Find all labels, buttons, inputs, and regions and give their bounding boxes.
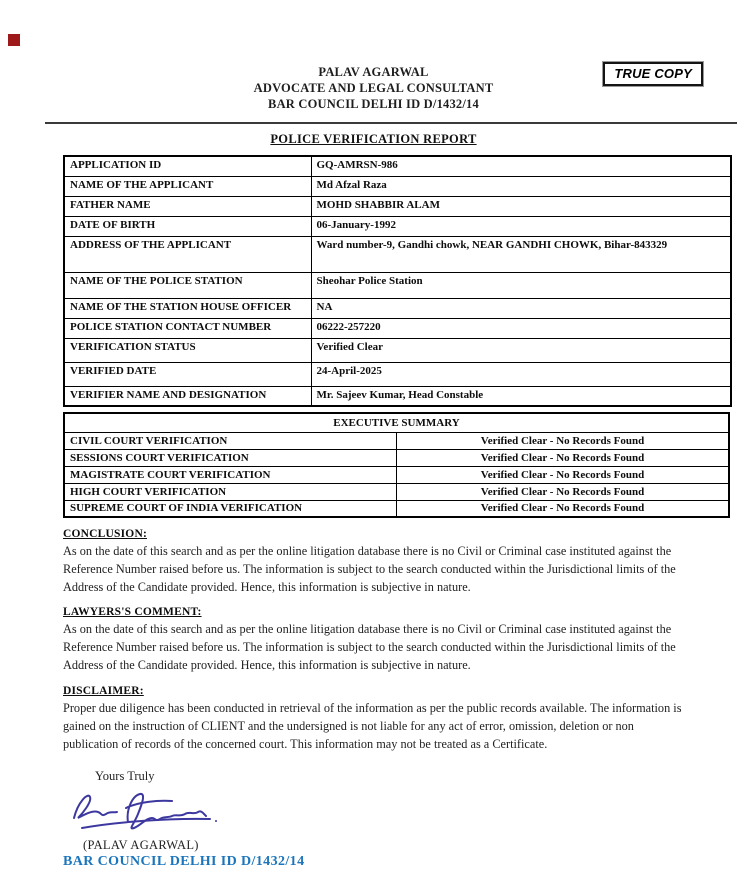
field-label: FATHER NAME: [64, 196, 311, 216]
field-value: Mr. Sajeev Kumar, Head Constable: [311, 386, 731, 406]
field-value: MOHD SHABBIR ALAM: [311, 196, 731, 216]
true-copy-stamp: TRUE COPY: [603, 62, 703, 86]
field-value: Verified Clear - No Records Found: [397, 466, 730, 483]
bar-council-id: BAR COUNCIL DELHI ID D/1432/14: [63, 854, 305, 870]
advocate-role: ADVOCATE AND LEGAL CONSULTANT: [253, 81, 494, 95]
field-label: NAME OF THE POLICE STATION: [64, 272, 311, 298]
advocate-bar-id: BAR COUNCIL DELHI ID D/1432/14: [268, 97, 479, 111]
table-row: [64, 483, 729, 500]
table-row: [64, 272, 731, 298]
field-value: Verified Clear: [311, 338, 731, 362]
field-label: NAME OF THE APPLICANT: [64, 176, 311, 196]
field-label: MAGISTRATE COURT VERIFICATION: [64, 466, 397, 483]
field-value: Verified Clear - No Records Found: [397, 500, 730, 517]
table-row: [64, 156, 731, 176]
conclusion-heading: CONCLUSION:: [63, 528, 147, 540]
field-label: DATE OF BIRTH: [64, 216, 311, 236]
corner-marker: [8, 34, 20, 46]
field-label: ADDRESS OF THE APPLICANT: [64, 236, 311, 272]
page-title: POLICE VERIFICATION REPORT: [270, 132, 477, 146]
conclusion-body: As on the date of this search and as per the online litigation database there is no Civil or Criminal case instituted against the Reference Number raised before us. The information is subject to the search conducted within the Jurisdictional limits of the Address of the Candidate provided. Hence, this information is subjective in nature.: [63, 544, 676, 594]
table-row: [64, 449, 729, 466]
field-value: Verified Clear - No Records Found: [397, 449, 730, 466]
table-row: [64, 318, 731, 338]
field-value: 06222-257220: [311, 318, 731, 338]
table-row: [64, 386, 731, 406]
field-value: Sheohar Police Station: [311, 272, 731, 298]
valediction: Yours Truly: [95, 769, 155, 784]
field-value: GQ-AMRSN-986: [311, 156, 731, 176]
field-label: HIGH COURT VERIFICATION: [64, 483, 397, 500]
advocate-name: PALAV AGARWAL: [318, 65, 429, 79]
lawyers-comment-body: As on the date of this search and as per the online litigation database there is no Civil or Criminal case instituted against the Reference Number raised before us. The information is subject to the search conducted within the Jurisdictional limits of the Address of the Candidate provided. Hence, this information is subjective in nature.: [63, 622, 676, 673]
field-label: VERIFIED DATE: [64, 362, 311, 386]
field-value: Verified Clear - No Records Found: [397, 432, 730, 449]
field-label: SESSIONS COURT VERIFICATION: [64, 449, 397, 466]
letterhead: [0, 0, 747, 112]
signatory-name: (PALAV AGARWAL): [83, 838, 199, 853]
table-row: [64, 176, 731, 196]
executive-summary-table: [63, 412, 730, 518]
handwritten-signature: [68, 788, 747, 836]
table-row: [64, 338, 731, 362]
field-value: 06-January-1992: [311, 216, 731, 236]
table-row: [64, 500, 729, 517]
field-label: SUPREME COURT OF INDIA VERIFICATION: [64, 500, 397, 517]
table-row: [64, 236, 731, 272]
field-label: NAME OF THE STATION HOUSE OFFICER: [64, 298, 311, 318]
signature-ink: [68, 788, 243, 836]
table-row: [64, 216, 731, 236]
field-value: Md Afzal Raza: [311, 176, 731, 196]
field-value: Verified Clear - No Records Found: [397, 483, 730, 500]
disclaimer-body: Proper due diligence has been conducted in retrieval of the information as per the public records available. The information is gained on the instruction of CLIENT and the undersigned is not liable for any act of error, omission, deletion or non publication of records of the concerned court. This information may not be treated as a Certificate.: [63, 700, 682, 751]
summary-title: EXECUTIVE SUMMARY: [64, 413, 729, 432]
narrative-sections: [63, 528, 690, 753]
field-label: APPLICATION ID: [64, 156, 311, 176]
field-value: Ward number-9, Gandhi chowk, NEAR GANDHI CHOWK, Bihar-843329: [311, 236, 731, 272]
summary-header-row: [64, 413, 729, 432]
disclaimer-heading: DISCLAIMER:: [63, 684, 144, 697]
table-row: [64, 432, 729, 449]
applicant-details-table: [63, 155, 732, 407]
field-value: 24-April-2025: [311, 362, 731, 386]
table-row: [64, 298, 731, 318]
field-label: VERIFICATION STATUS: [64, 338, 311, 362]
field-label: CIVIL COURT VERIFICATION: [64, 432, 397, 449]
field-value: NA: [311, 298, 731, 318]
table-row: [64, 196, 731, 216]
lawyers-comment-heading: LAWYERS'S COMMENT:: [63, 606, 202, 619]
field-label: POLICE STATION CONTACT NUMBER: [64, 318, 311, 338]
table-row: [64, 362, 731, 386]
table-row: [64, 466, 729, 483]
header-divider: [45, 122, 737, 124]
field-label: VERIFIER NAME AND DESIGNATION: [64, 386, 311, 406]
